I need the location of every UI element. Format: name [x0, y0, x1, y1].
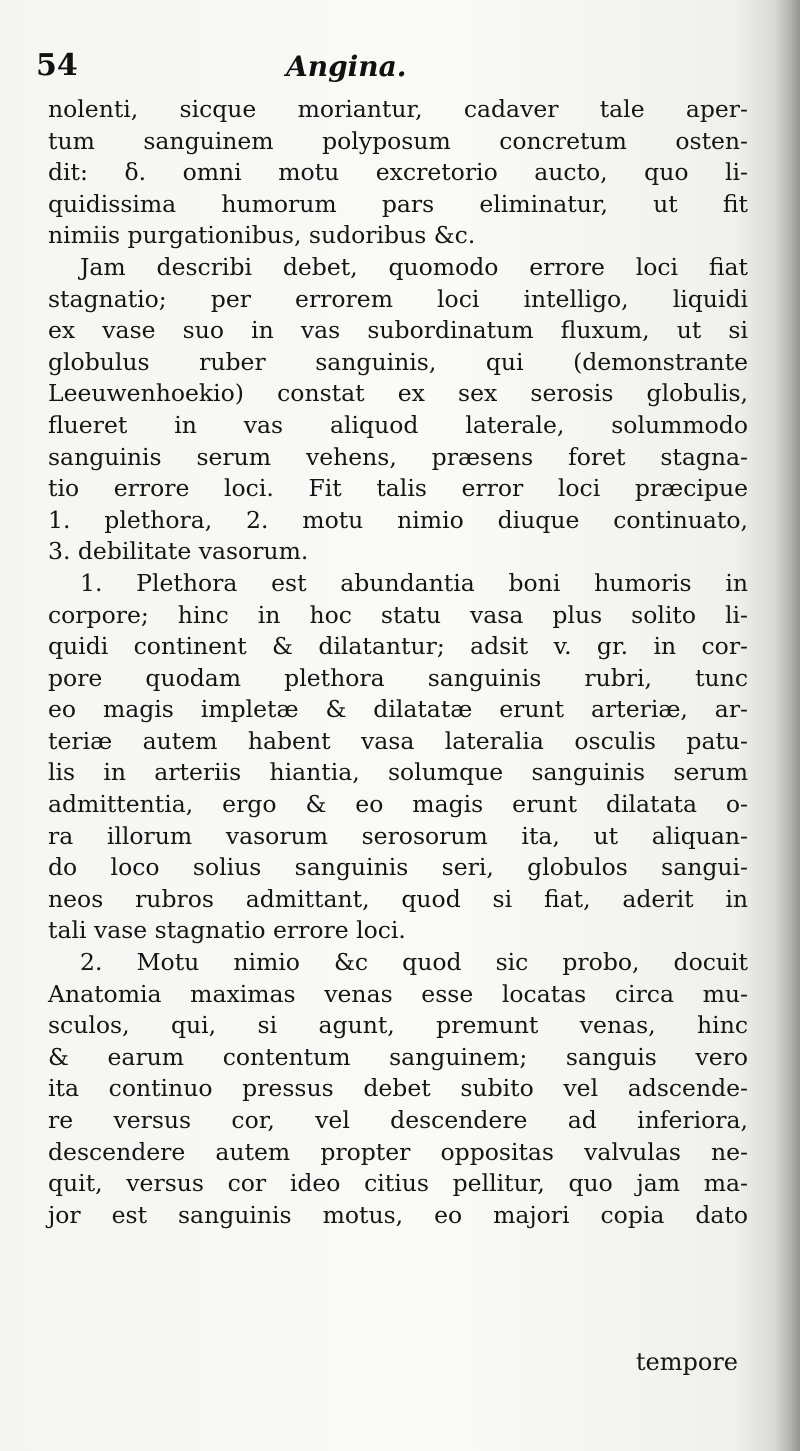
text-line: tio errore loci. Fit talis error loci præcipue [48, 474, 748, 503]
text-line: ex vase suo in vas subordinatum fluxum, ut si [48, 316, 748, 345]
text-line: sanguinis serum vehens, præsens foret stagna- [48, 442, 748, 471]
text-line: & earum contentum sanguinem; sanguis vero [48, 1042, 748, 1071]
page-header [36, 48, 736, 92]
text-line: re versus cor, vel descendere ad inferiora, [48, 1106, 748, 1134]
text-line: Leeuwenhoekio) constat ex sex serosis globulis, [48, 379, 748, 408]
text-line: nolenti, sicque moriantur, cadaver tale aper- [48, 95, 748, 123]
text-line: quidi continent & dilatantur; adsit v. gr. in cor- [48, 632, 748, 661]
text-line: ra illorum vasorum serosorum ita, ut aliquan- [48, 821, 748, 850]
text-line: jor est sanguinis motus, eo majori copia dato [48, 1200, 748, 1229]
text-line: globulus ruber sanguinis, qui (demonstrante [48, 347, 748, 376]
text-line: nimiis purgationibus, sudoribus &c. [48, 221, 476, 250]
text-line: quit, versus cor ideo citius pellitur, quo jam ma- [48, 1169, 748, 1198]
text-line: sculos, qui, si agunt, premunt venas, hinc [48, 1011, 748, 1040]
text-line: tum sanguinem polyposum concretum osten- [48, 126, 748, 155]
text-line: stagnatio; per errorem loci intelligo, liquidi [48, 284, 748, 313]
paragraph-start-line: Jam describi debet, quomodo errore loci fiat [80, 252, 748, 281]
text-line: eo magis impletæ & dilatatæ erunt arteriæ, ar- [48, 695, 748, 724]
text-line: admittentia, ergo & eo magis erunt dilatata o- [48, 790, 748, 819]
text-line: dit: δ. omni motu excretorio aucto, quo li- [48, 158, 748, 187]
body-text [48, 94, 748, 1231]
text-line: pore quodam plethora sanguinis rubri, tunc [48, 663, 748, 692]
text-line: quidissima humorum pars eliminatur, ut fit [48, 189, 748, 218]
page-edge-shadow [774, 0, 800, 1451]
paragraph-start-line: 1. Plethora est abundantia boni humoris in [80, 568, 748, 597]
text-line: lis in arteriis hiantia, solumque sanguinis serum [48, 758, 748, 787]
text-line: ita continuo pressus debet subito vel adscende- [48, 1074, 748, 1103]
text-line: teriæ autem habent vasa lateralia osculis patu- [48, 726, 748, 755]
text-line: tali vase stagnatio errore loci. [48, 916, 406, 945]
paragraph-start-line: 2. Motu nimio &c quod sic probo, docuit [80, 948, 748, 977]
text-line: corpore; hinc in hoc statu vasa plus solito li- [48, 600, 748, 629]
page-number: 54 [36, 48, 78, 83]
text-line: 3. debilitate vasorum. [48, 537, 309, 566]
text-line: descendere autem propter oppositas valvulas ne- [48, 1137, 748, 1166]
running-head: Angina. [286, 50, 407, 83]
text-line: Anatomia maximas venas esse locatas circa mu- [48, 979, 748, 1008]
text-line: 1. plethora, 2. motu nimio diuque continuato, [48, 505, 748, 534]
text-line: flueret in vas aliquod laterale, solummodo [48, 410, 748, 439]
catchword: tempore [635, 1348, 738, 1376]
text-line: do loco solius sanguinis seri, globulos sangui- [48, 853, 748, 882]
text-line: neos rubros admittant, quod si fiat, aderit in [48, 884, 748, 913]
